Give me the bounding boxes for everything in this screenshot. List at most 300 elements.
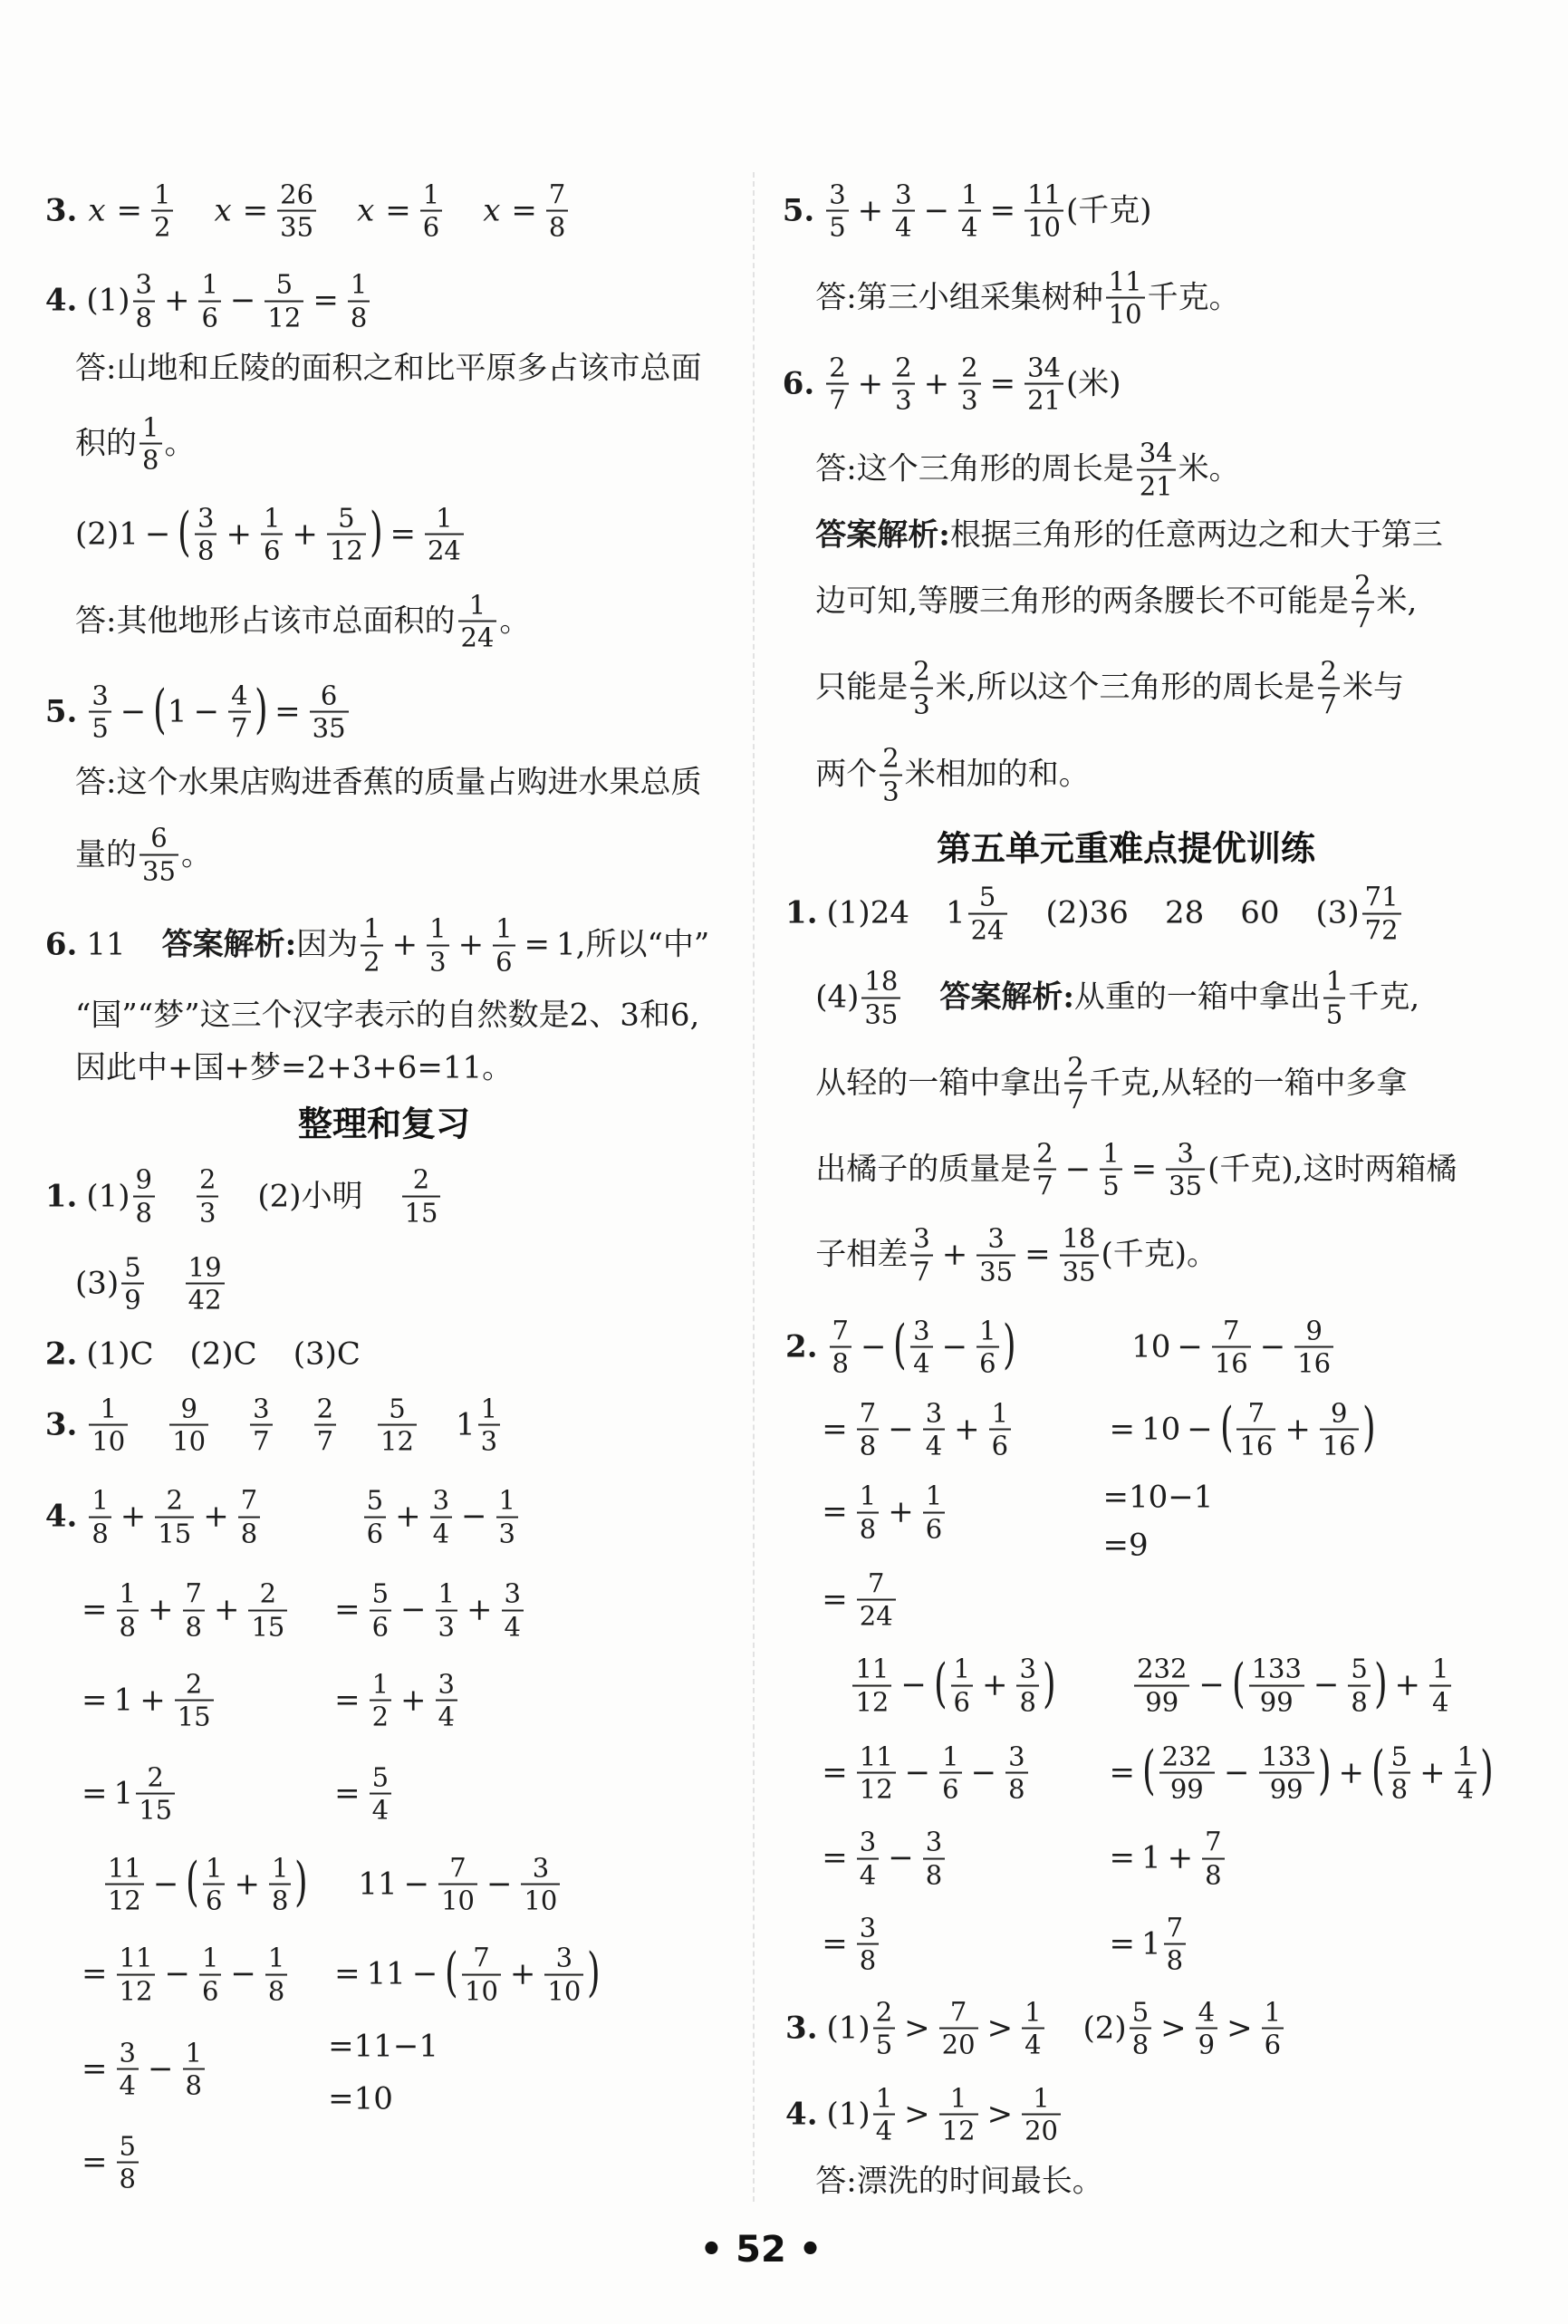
text-run: (2)小明 xyxy=(257,1178,363,1215)
item-number: 1. xyxy=(44,1178,78,1215)
numerator: 71 xyxy=(1364,881,1399,912)
numerator: 5 xyxy=(275,268,293,300)
item-number: 4. xyxy=(44,1498,78,1535)
numerator: 3 xyxy=(1019,1653,1036,1684)
numerator: 3 xyxy=(913,1315,930,1346)
denominator: 9 xyxy=(1198,2030,1216,2061)
numerator: 1 xyxy=(991,1397,1009,1429)
denominator: 24 xyxy=(460,622,495,653)
fraction xyxy=(880,744,901,806)
operator: − xyxy=(1313,1666,1340,1703)
numerator: 3 xyxy=(119,2037,136,2068)
text-run: 1 xyxy=(1141,1925,1161,1962)
answer-line xyxy=(1131,1654,1454,1717)
operator: + xyxy=(234,1866,260,1903)
answer-line xyxy=(815,1138,1457,1201)
numerator: 133 xyxy=(1251,1653,1302,1684)
operator: = xyxy=(1130,1151,1158,1188)
answer-line xyxy=(815,439,1239,501)
text-run: 60 xyxy=(1240,894,1280,931)
answer-group xyxy=(815,2164,1102,2201)
operator: − xyxy=(923,192,950,229)
fraction xyxy=(1024,179,1063,242)
text-run: 千克。 xyxy=(1147,279,1240,316)
denominator: 5 xyxy=(875,2030,893,2061)
operator: + xyxy=(395,1498,421,1535)
numerator: 7 xyxy=(859,1397,877,1429)
numerator: 1 xyxy=(953,1653,970,1684)
denominator: 12 xyxy=(941,2115,976,2146)
numerator: 7 xyxy=(240,1484,258,1516)
numerator: 7 xyxy=(548,178,566,210)
fraction xyxy=(1294,1316,1333,1378)
fraction xyxy=(939,1998,978,2060)
operator: − xyxy=(1064,1151,1092,1188)
operator: − xyxy=(461,1498,487,1535)
fraction xyxy=(1262,1998,1284,2060)
answer-group xyxy=(815,439,1239,501)
numerator: 1 xyxy=(267,1942,285,1973)
operator: − xyxy=(152,1866,179,1903)
answer-group xyxy=(815,1138,1457,1201)
denominator: 7 xyxy=(1036,1170,1053,1201)
fraction xyxy=(976,1224,1015,1287)
parenthesis: ( xyxy=(153,678,167,740)
text-run: 只能是 xyxy=(815,669,909,706)
numerator: 1 xyxy=(350,268,368,300)
text-run: 1 xyxy=(113,1682,134,1719)
denominator: 3 xyxy=(913,689,930,720)
answer-line xyxy=(815,517,1443,554)
numerator: 2 xyxy=(875,1996,893,2028)
answer-line xyxy=(785,1998,1286,2060)
parenthesis: ( xyxy=(1371,1739,1385,1801)
fraction xyxy=(923,1827,945,1890)
denominator: 7 xyxy=(253,1425,270,1457)
text-run: 10 xyxy=(1131,1328,1171,1365)
numerator: 2 xyxy=(961,352,978,383)
operator: + xyxy=(981,1666,1008,1703)
numerator: 1 xyxy=(119,1577,136,1609)
numerator: 1 xyxy=(1033,2082,1050,2114)
answer-group xyxy=(815,744,1089,806)
denominator: 8 xyxy=(271,1885,289,1916)
fraction xyxy=(852,1654,891,1717)
fraction xyxy=(1318,657,1340,719)
text-run: 因此中+国+梦=2+3+6=11。 xyxy=(75,1049,514,1086)
text-run: 。 xyxy=(499,603,531,640)
operator: = xyxy=(242,192,269,229)
denominator: 8 xyxy=(1008,1773,1025,1805)
operator: = xyxy=(822,1925,848,1962)
fraction xyxy=(939,1741,961,1804)
text-run: =11−1 xyxy=(328,2028,438,2065)
denominator: 4 xyxy=(895,211,912,243)
numerator: 7 xyxy=(473,1942,490,1973)
answer-group xyxy=(815,1224,1217,1287)
text-run: 。 xyxy=(180,836,212,873)
fraction xyxy=(958,352,980,415)
fraction xyxy=(1130,1998,1151,2060)
operator: = xyxy=(1109,1839,1135,1876)
answer-group xyxy=(1103,1914,1189,1976)
denominator: 16 xyxy=(1322,1430,1356,1461)
fraction xyxy=(968,882,1007,945)
denominator: 3 xyxy=(198,1197,216,1229)
text-run: (1) xyxy=(826,2010,871,2047)
text-run: 边可知,等腰三角形的两条腰长不可能是 xyxy=(815,583,1350,620)
item-number: 2. xyxy=(44,1336,78,1373)
denominator: 7 xyxy=(829,384,846,416)
numerator: 7 xyxy=(867,1567,885,1599)
numerator: 2 xyxy=(895,352,912,383)
text-run: 答:其他地形占该市总面积的 xyxy=(75,603,456,640)
section-heading-review: 整理和复习 xyxy=(297,1104,471,1144)
denominator: 3 xyxy=(480,1425,498,1457)
fraction xyxy=(1455,1741,1477,1804)
answer-line xyxy=(785,2083,1063,2146)
text-run: 答:第三小组采集树种 xyxy=(815,279,1103,316)
operator: − xyxy=(970,1754,997,1791)
answer-line xyxy=(1103,1479,1214,1516)
numerator: 3 xyxy=(925,1397,943,1429)
item-number: 3. xyxy=(785,2010,818,2047)
fraction xyxy=(958,179,980,242)
numerator: 1 xyxy=(961,178,978,210)
text-run: =9 xyxy=(1102,1527,1149,1564)
fraction xyxy=(1202,1827,1224,1890)
fraction xyxy=(1362,882,1401,945)
operator: − xyxy=(400,1591,427,1628)
fraction xyxy=(910,657,932,719)
denominator: 8 xyxy=(1019,1686,1036,1718)
answer-group xyxy=(1103,1395,1377,1461)
operator: + xyxy=(1419,1754,1446,1791)
numerator: 1 xyxy=(495,912,513,944)
text-run: (2)1 xyxy=(75,516,139,553)
text-run: 。 xyxy=(164,425,196,462)
operator: + xyxy=(163,282,190,319)
denominator: 35 xyxy=(142,855,176,887)
numerator: 1 xyxy=(438,1577,455,1609)
analysis-label: 答案解析: xyxy=(161,926,297,963)
denominator: 7 xyxy=(1067,1084,1084,1115)
numerator: 1 xyxy=(468,589,486,621)
text-run: 从轻的一箱中拿出 xyxy=(815,1065,1063,1102)
text-run: (千克)。 xyxy=(1101,1236,1218,1273)
fraction xyxy=(1236,1398,1275,1461)
denominator: 8 xyxy=(91,1518,109,1549)
denominator: 10 xyxy=(172,1425,207,1457)
numerator: 2 xyxy=(1036,1137,1053,1169)
denominator: 99 xyxy=(1169,1773,1204,1805)
operator: + xyxy=(391,926,418,963)
answer-group xyxy=(1103,1827,1227,1890)
text-run: 1 xyxy=(1141,1839,1161,1876)
answer-line xyxy=(815,744,1089,806)
operator: = xyxy=(989,365,1016,402)
denominator: 6 xyxy=(205,1885,223,1916)
answer-group xyxy=(1315,882,1403,945)
fraction xyxy=(1134,1654,1189,1717)
operator: = xyxy=(390,516,416,553)
operator: = xyxy=(822,1411,848,1448)
answer-line xyxy=(815,1914,881,1976)
answer-line xyxy=(1103,1914,1189,1976)
answer-group xyxy=(1103,1479,1214,1516)
item-number: 3. xyxy=(44,192,78,229)
text-run: 28 xyxy=(1164,894,1205,931)
operator: = xyxy=(1024,1236,1051,1273)
denominator: 6 xyxy=(201,302,218,333)
operator: − xyxy=(403,1866,430,1903)
variable: x xyxy=(483,192,501,229)
answer-group xyxy=(946,882,1010,945)
numerator: 3 xyxy=(504,1577,521,1609)
operator: = xyxy=(822,1754,848,1791)
answer-group xyxy=(785,895,909,932)
operator: + xyxy=(1394,1666,1421,1703)
denominator: 8 xyxy=(832,1347,849,1379)
denominator: 10 xyxy=(465,1975,498,2007)
fraction xyxy=(1166,1138,1205,1201)
denominator: 8 xyxy=(185,2069,202,2101)
numerator: 7 xyxy=(1205,1826,1222,1857)
denominator: 35 xyxy=(1169,1170,1203,1201)
fraction xyxy=(1064,1052,1086,1114)
numerator: 1 xyxy=(263,502,281,534)
denominator: 8 xyxy=(859,1513,877,1545)
numerator: 3 xyxy=(1177,1137,1194,1169)
analysis-label: 答案解析: xyxy=(939,979,1074,1016)
operator: − xyxy=(941,1328,968,1365)
denominator: 7 xyxy=(1354,603,1371,634)
fraction xyxy=(1429,1654,1451,1717)
page-number: • 52 • xyxy=(699,2229,822,2271)
numerator: 2 xyxy=(259,1577,277,1609)
text-run: (米) xyxy=(1065,365,1121,402)
denominator: 6 xyxy=(953,1686,970,1718)
text-run: 1 xyxy=(167,693,188,730)
denominator: 42 xyxy=(188,1284,222,1316)
parenthesis: ) xyxy=(587,1941,601,2003)
numerator: 3 xyxy=(438,1668,455,1700)
numerator: 3 xyxy=(829,178,846,210)
parenthesis: ) xyxy=(1480,1739,1494,1801)
numerator: 5 xyxy=(1351,1653,1368,1684)
numerator: 11 xyxy=(107,1852,141,1884)
parenthesis: ( xyxy=(445,1941,459,2003)
numerator: 1 xyxy=(949,2082,967,2114)
denominator: 6 xyxy=(942,1773,959,1805)
fraction xyxy=(1164,1914,1186,1976)
denominator: 24 xyxy=(427,535,461,566)
fraction xyxy=(857,1827,879,1890)
denominator: 4 xyxy=(913,1347,930,1379)
numerator: 2 xyxy=(147,1761,164,1793)
fraction xyxy=(923,1481,945,1544)
denominator: 15 xyxy=(251,1611,285,1643)
numerator: 1 xyxy=(363,912,380,944)
answer-group xyxy=(815,517,1443,554)
numerator: 3 xyxy=(432,1484,450,1516)
numerator: 3 xyxy=(532,1852,550,1884)
answer-line xyxy=(785,882,1404,945)
numerator: 2 xyxy=(316,1393,334,1424)
denominator: 8 xyxy=(1351,1686,1368,1718)
text-run: 答:这个三角形的周长是 xyxy=(815,450,1134,487)
operator: > xyxy=(986,2010,1014,2047)
denominator: 5 xyxy=(1102,1170,1120,1201)
operator: + xyxy=(213,1591,240,1628)
numerator: 133 xyxy=(1261,1741,1312,1772)
item-number: 4. xyxy=(44,282,78,319)
denominator: 8 xyxy=(1205,1859,1222,1891)
answer-group xyxy=(815,1481,948,1544)
numerator: 7 xyxy=(949,1996,967,2028)
answer-group xyxy=(1131,1316,1336,1378)
denominator: 5 xyxy=(91,712,109,744)
numerator: 3 xyxy=(859,1826,877,1857)
fraction xyxy=(892,352,914,415)
operator: + xyxy=(509,1955,536,1992)
item-number: 5. xyxy=(44,693,78,730)
numerator: 1 xyxy=(979,1315,996,1346)
denominator: 8 xyxy=(1131,2030,1150,2061)
numerator: 1 xyxy=(271,1852,289,1884)
operator: − xyxy=(193,693,220,730)
numerator: 3 xyxy=(91,680,109,711)
denominator: 4 xyxy=(1457,1773,1475,1805)
operator: + xyxy=(226,516,252,553)
denominator: 6 xyxy=(979,1347,996,1379)
operator: − xyxy=(1224,1754,1250,1791)
parenthesis: ( xyxy=(1231,1652,1246,1714)
denominator: 16 xyxy=(1297,1347,1332,1379)
parenthesis: ) xyxy=(1361,1395,1376,1458)
numerator: 1 xyxy=(1024,1996,1042,2028)
operator: = xyxy=(82,1775,108,1812)
numerator: 2 xyxy=(166,1484,183,1516)
item-number: 5. xyxy=(782,192,815,229)
operator: − xyxy=(888,1411,914,1448)
operator: = xyxy=(334,1955,361,1992)
denominator: 8 xyxy=(267,1975,285,2007)
numerator: 3 xyxy=(1008,1741,1025,1772)
operator: − xyxy=(904,1754,931,1791)
item-number: 4. xyxy=(785,2096,818,2133)
numerator: 7 xyxy=(449,1852,467,1884)
fraction xyxy=(1196,1998,1217,2060)
parenthesis: ( xyxy=(186,1850,200,1913)
denominator: 35 xyxy=(312,712,346,744)
denominator: 4 xyxy=(1432,1686,1449,1718)
numerator: 34 xyxy=(1139,437,1173,468)
answer-group xyxy=(815,1568,898,1631)
denominator: 2 xyxy=(363,946,380,978)
fraction xyxy=(861,967,900,1029)
text-run: 量的 xyxy=(75,836,138,873)
text-run: 1,所以“中” xyxy=(556,926,710,963)
denominator: 6 xyxy=(495,946,513,978)
fraction xyxy=(857,1398,879,1461)
denominator: 6 xyxy=(1264,2030,1282,2061)
denominator: 99 xyxy=(1269,1773,1303,1805)
fraction xyxy=(1348,1654,1370,1717)
answer-line xyxy=(815,2164,1102,2201)
numerator: 5 xyxy=(389,1393,406,1424)
denominator: 6 xyxy=(422,211,440,243)
fraction xyxy=(1137,439,1176,501)
numerator: 1 xyxy=(91,1484,109,1516)
text-run: (千克) xyxy=(1065,192,1152,229)
denominator: 8 xyxy=(350,302,368,333)
operator: − xyxy=(1187,1411,1213,1448)
denominator: 10 xyxy=(1108,298,1142,330)
denominator: 8 xyxy=(119,1611,136,1643)
answer-line xyxy=(815,1481,948,1544)
answer-group xyxy=(1131,1654,1454,1717)
numerator: 3 xyxy=(895,178,912,210)
numerator: 3 xyxy=(859,1912,877,1943)
operator: + xyxy=(400,1682,427,1719)
parenthesis: ) xyxy=(254,678,268,740)
numerator: 1 xyxy=(436,502,453,534)
operator: + xyxy=(857,365,884,402)
fraction xyxy=(826,179,848,242)
numerator: 3 xyxy=(197,502,215,534)
numerator: 1 xyxy=(1102,1137,1120,1169)
text-run: 11 xyxy=(86,926,126,963)
numerator: 6 xyxy=(150,822,168,853)
numerator: 2 xyxy=(185,1668,203,1700)
answer-line xyxy=(783,352,1121,415)
numerator: 1 xyxy=(429,912,447,944)
denominator: 3 xyxy=(882,776,899,807)
text-run: 米相加的和。 xyxy=(904,757,1090,793)
operator: + xyxy=(941,1236,968,1273)
text-run: 1 xyxy=(455,1406,476,1443)
parenthesis: ( xyxy=(933,1652,948,1714)
text-run: “国”“梦”这三个汉字表示的自然数是2、3和6, xyxy=(75,997,700,1034)
operator: = xyxy=(82,1955,108,1992)
numerator: 1 xyxy=(875,2082,893,2114)
fraction xyxy=(951,1654,973,1717)
operator: + xyxy=(148,1591,174,1628)
operator: = xyxy=(822,1581,848,1618)
answer-group xyxy=(783,352,1121,415)
denominator: 10 xyxy=(524,1885,558,1916)
operator: + xyxy=(203,1498,229,1535)
text-run: 1 xyxy=(113,1775,134,1812)
numerator: 1 xyxy=(1264,1996,1282,2028)
denominator: 8 xyxy=(859,1945,877,1976)
denominator: 72 xyxy=(1364,914,1399,946)
operator: − xyxy=(120,693,147,730)
denominator: 7 xyxy=(913,1256,930,1287)
numerator: 5 xyxy=(1390,1741,1409,1772)
numerator: 1 xyxy=(925,1480,943,1511)
denominator: 12 xyxy=(119,1975,153,2007)
numerator: 5 xyxy=(371,1761,390,1793)
denominator: 8 xyxy=(925,1859,943,1891)
fraction xyxy=(1249,1654,1304,1717)
answer-group xyxy=(815,1914,881,1976)
text-run: 11 xyxy=(366,1955,406,1992)
text-run: 千克,从轻的一箱中多拿 xyxy=(1089,1065,1408,1102)
operator: − xyxy=(888,1839,914,1876)
operator: + xyxy=(1284,1411,1311,1448)
